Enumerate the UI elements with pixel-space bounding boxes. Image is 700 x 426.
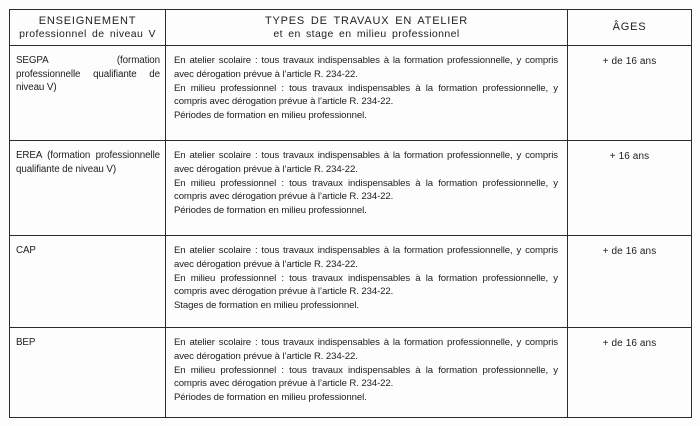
header-enseignement-line1: ENSEIGNEMENT xyxy=(38,14,137,27)
row-cap-enseignement: CAP xyxy=(10,236,166,328)
row-erea-enseignement: EREA (formation professionnelle qualifiante de niveau V) xyxy=(10,141,166,236)
regulation-table xyxy=(9,9,692,418)
paragraph-milieu-professionnel: En milieu professionnel : tous travaux indispensables à la formation professionnelle, y compris avec dérogation prévue à l’article R. 234-22. xyxy=(174,364,558,390)
paragraph-milieu-professionnel: En milieu professionnel : tous travaux indispensables à la formation professionnelle, y compris avec dérogation prévue à l’article R. 234-22. xyxy=(174,177,558,203)
header-cell-travaux xyxy=(166,10,568,46)
header-cell-enseignement xyxy=(10,10,166,46)
paragraph-atelier-scolaire: En atelier scolaire : tous travaux indispensables à la formation professionnelle, y compris avec dérogation prévue à l’article R. 234-22. xyxy=(174,337,558,362)
paragraph-stages-formation: Stages de formation en milieu professionnel. xyxy=(174,300,359,312)
header-cell-ages xyxy=(568,10,691,46)
paragraph-atelier-scolaire: En atelier scolaire : tous travaux indispensables à la formation professionnelle, y compris avec dérogation prévue à l’article R. 234-22. xyxy=(174,55,558,80)
row-segpa-enseignement: SEGPA (formation professionnelle qualifiante de niveau V) xyxy=(10,46,166,141)
header-enseignement-line2: professionnel de niveau V xyxy=(19,27,156,40)
row-bep-travaux xyxy=(166,328,568,417)
header-ages-label: ÂGES xyxy=(612,21,647,33)
header-travaux-line1: TYPES DE TRAVAUX EN ATELIER xyxy=(264,14,468,27)
header-travaux-line2: et en stage en milieu professionnel xyxy=(273,27,460,40)
row-bep-enseignement: BEP xyxy=(10,328,166,417)
row-segpa-travaux xyxy=(166,46,568,141)
paragraph-periodes-formation: Périodes de formation en milieu professionnel. xyxy=(174,205,367,217)
paragraph-periodes-formation: Périodes de formation en milieu professionnel. xyxy=(174,392,367,404)
paragraph-milieu-professionnel: En milieu professionnel : tous travaux indispensables à la formation professionnelle, y compris avec dérogation prévue à l’article R. 234-22. xyxy=(174,82,558,108)
paragraph-atelier-scolaire: En atelier scolaire : tous travaux indispensables à la formation professionnelle, y compris avec dérogation prévue à l’article R. 234-22. xyxy=(174,150,558,175)
row-bep-ages: + de 16 ans xyxy=(602,338,657,349)
row-cap-travaux xyxy=(166,236,568,328)
row-segpa-ages: + de 16 ans xyxy=(568,46,691,141)
paragraph-periodes-formation: Périodes de formation en milieu professionnel. xyxy=(174,110,367,122)
row-cap-ages: + de 16 ans xyxy=(568,236,691,328)
row-erea-travaux xyxy=(166,141,568,236)
paragraph-atelier-scolaire: En atelier scolaire : tous travaux indispensables à la formation professionnelle, y compris avec dérogation prévue à l’article R. 234-22. xyxy=(174,245,558,270)
paragraph-milieu-professionnel: En milieu professionnel : tous travaux indispensables à la formation professionnelle, y compris avec dérogation prévue à l’article R. 234-22. xyxy=(174,272,558,298)
row-erea-ages: + 16 ans xyxy=(568,141,691,236)
